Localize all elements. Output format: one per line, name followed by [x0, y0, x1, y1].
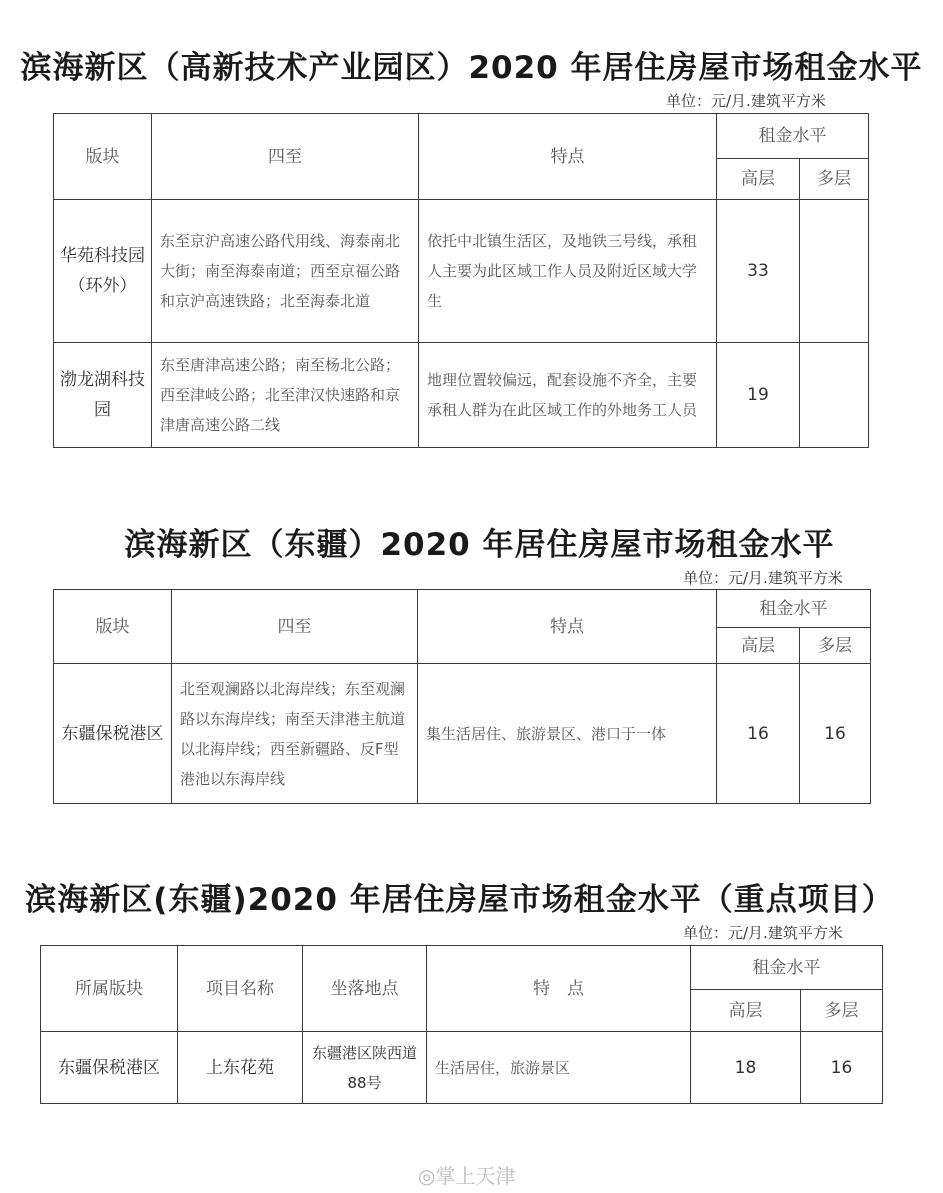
row-rent-multi [800, 200, 869, 343]
table1 [53, 113, 869, 448]
row-location: 东疆港区陕西道88号 [303, 1032, 427, 1104]
header-multi: 多层 [800, 159, 869, 200]
header-boundary: 四至 [152, 114, 419, 200]
row-rent-high: 19 [717, 343, 800, 448]
row-boundary: 东至唐津高速公路；南至杨北公路；西至津岐公路；北至津汉快速路和京津唐高速公路二线 [152, 343, 419, 448]
row-feature: 地理位置较偏远，配套设施不齐全，主要承租人群为在此区域工作的外地务工人员 [419, 343, 717, 448]
row-rent-multi: 16 [801, 1032, 883, 1104]
header-feature: 特点 [418, 590, 717, 664]
header-location: 坐落地点 [303, 946, 427, 1032]
row-rent-multi: 16 [800, 664, 871, 804]
row-feature: 依托中北镇生活区，及地铁三号线，承租人主要为此区域工作人员及附近区域大学生 [419, 200, 717, 343]
table3 [40, 945, 883, 1104]
row-block: 华苑科技园（环外） [54, 200, 152, 343]
header-multi: 多层 [800, 628, 871, 664]
header-high: 高层 [691, 990, 801, 1032]
header-high: 高层 [717, 628, 800, 664]
table2-unit: 单位：元/月.建筑平方米 [683, 569, 843, 587]
row-boundary: 东至京沪高速公路代用线、海泰南北大街；南至海泰南道；西至京福公路和京沪高速铁路；北至海泰北道 [152, 200, 419, 343]
header-block: 所属版块 [41, 946, 178, 1032]
row-rent-high: 16 [717, 664, 800, 804]
watermark: ◎掌上天津 [418, 1164, 516, 1188]
row-feature: 生活居住，旅游景区 [427, 1032, 691, 1104]
table3-title: 滨海新区(东疆)2020 年居住房屋市场租金水平（重点项目） [25, 882, 894, 918]
header-rent: 租金水平 [691, 946, 883, 990]
table-row [54, 200, 869, 343]
table2 [53, 589, 871, 804]
table1-unit: 单位：元/月.建筑平方米 [666, 92, 826, 110]
header-boundary: 四至 [172, 590, 418, 664]
row-rent-high: 33 [717, 200, 800, 343]
header-feature: 特 点 [427, 946, 691, 1032]
header-rent: 租金水平 [717, 590, 871, 628]
table-row [54, 664, 871, 804]
row-feature: 集生活居住、旅游景区、港口于一体 [418, 664, 717, 804]
row-rent-multi [800, 343, 869, 448]
table-row [41, 1032, 883, 1104]
table3-unit: 单位：元/月.建筑平方米 [683, 924, 843, 942]
row-project: 上东花苑 [178, 1032, 303, 1104]
row-block: 渤龙湖科技园 [54, 343, 152, 448]
header-multi: 多层 [801, 990, 883, 1032]
row-rent-high: 18 [691, 1032, 801, 1104]
table2-title: 滨海新区（东疆）2020 年居住房屋市场租金水平 [124, 527, 835, 563]
row-block: 东疆保税港区 [41, 1032, 178, 1104]
header-feature: 特点 [419, 114, 717, 200]
header-rent: 租金水平 [717, 114, 869, 159]
header-block: 版块 [54, 590, 172, 664]
header-project: 项目名称 [178, 946, 303, 1032]
row-boundary: 北至观澜路以北海岸线；东至观澜路以东海岸线；南至天津港主航道以北海岸线；西至新疆路、反F型港池以东海岸线 [172, 664, 418, 804]
header-high: 高层 [717, 159, 800, 200]
table1-title: 滨海新区（高新技术产业园区）2020 年居住房屋市场租金水平 [20, 50, 923, 86]
header-block: 版块 [54, 114, 152, 200]
table-row [54, 343, 869, 448]
row-block: 东疆保税港区 [54, 664, 172, 804]
